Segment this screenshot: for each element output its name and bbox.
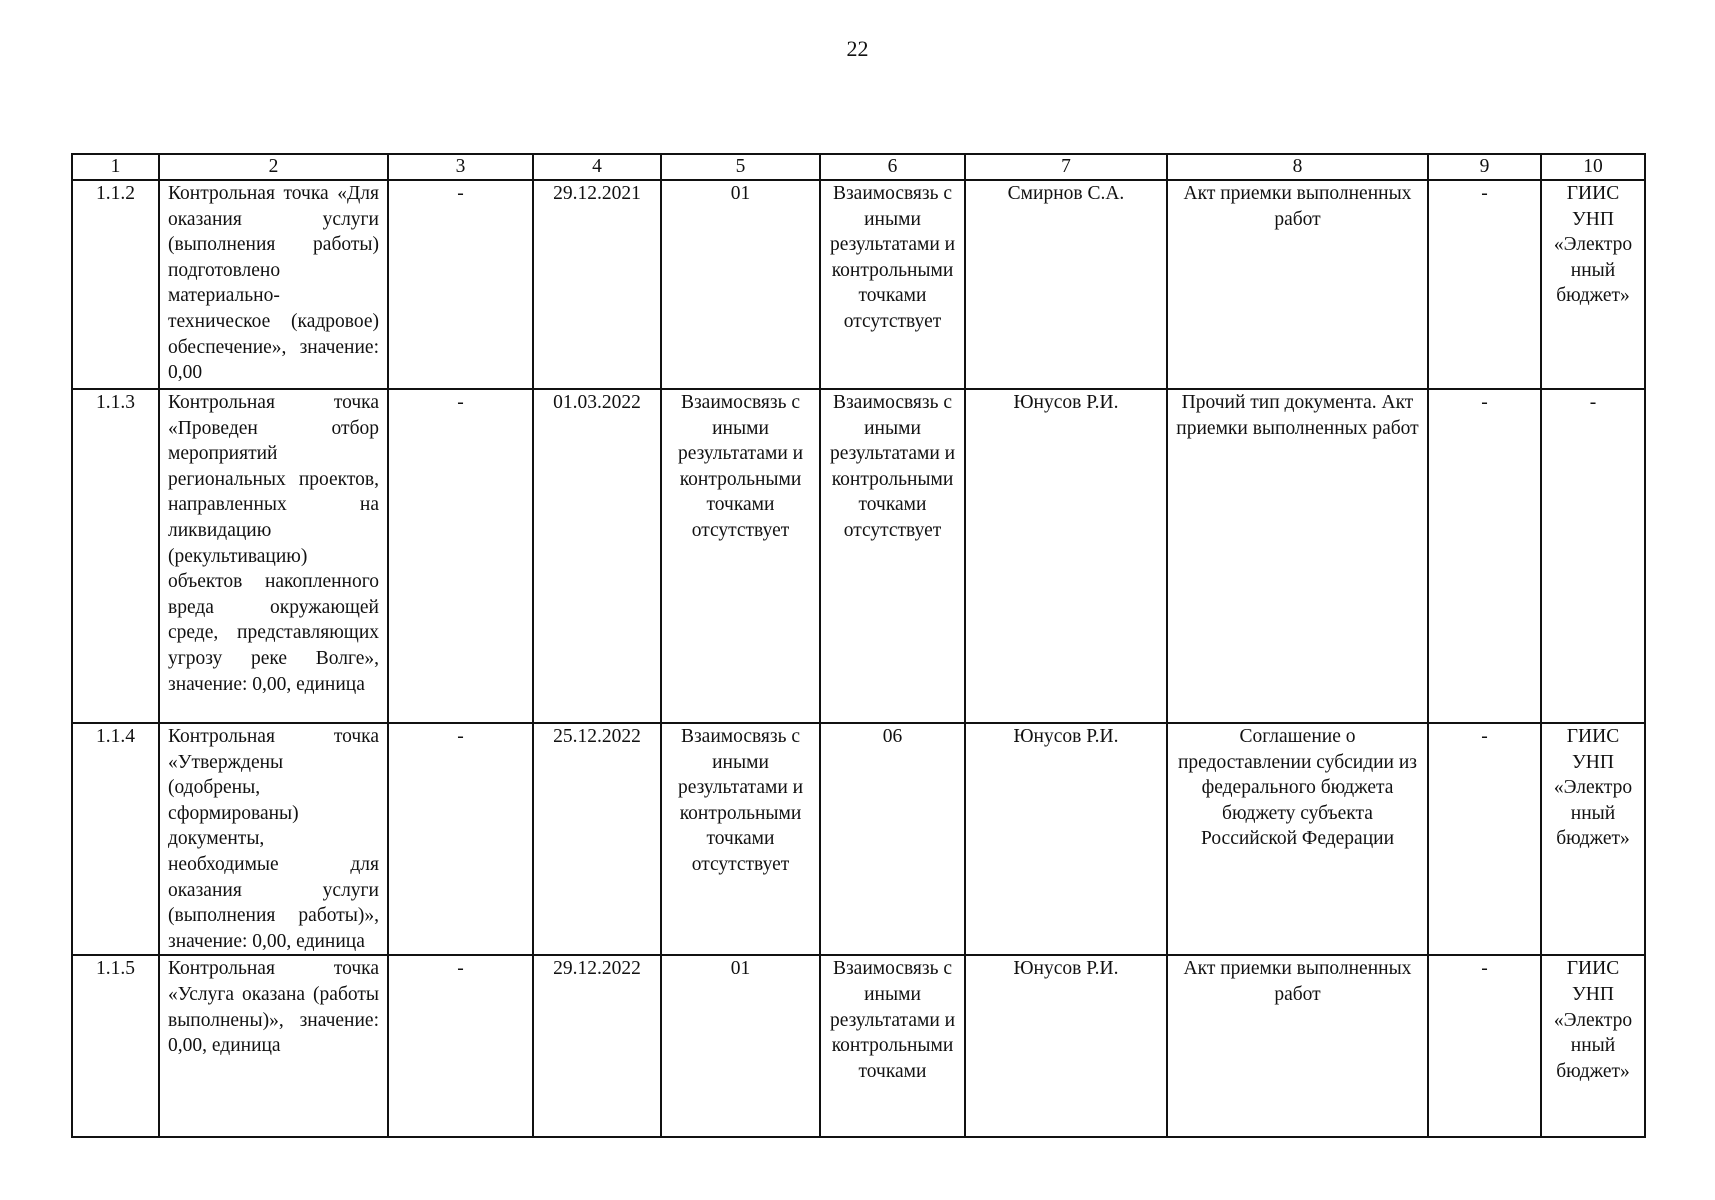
cell-col3: - — [388, 389, 533, 723]
cell-col5: 01 — [661, 180, 820, 389]
cell-col3: - — [388, 180, 533, 389]
control-point-description: Контрольная точка «Утверждены (одобрены, сформированы) документы, необходимые для оказания услуги (выполнения работы)», значение: 0,00, единица — [159, 723, 388, 955]
column-header-6: 6 — [820, 154, 965, 180]
column-header-2: 2 — [159, 154, 388, 180]
table-row — [72, 180, 1645, 389]
table-row — [72, 389, 1645, 723]
relation-cell: Взаимосвязь с иными результатами и контрольными точками отсутствует — [820, 180, 965, 389]
cell-col3: - — [388, 723, 533, 955]
cell-col9: - — [1428, 180, 1541, 389]
cell-col3: - — [388, 955, 533, 1137]
table-row — [72, 955, 1645, 1137]
date-cell: 29.12.2021 — [533, 180, 661, 389]
row-number: 1.1.2 — [72, 180, 159, 389]
relation-cell: Взаимосвязь с иными результатами и контрольными точками — [820, 955, 965, 1137]
cell-col9: - — [1428, 955, 1541, 1137]
row-number: 1.1.3 — [72, 389, 159, 723]
control-point-description: Контрольная точка «Проведен отбор мероприятий региональных проектов, направленных на ликвидацию (рекультивацию) объектов накопленного вреда окружающей среде, представляющих угрозу реке Волге», значение: 0,00, единица — [159, 389, 388, 723]
information-system: ГИИС УНП «Электронный бюджет» — [1541, 955, 1645, 1137]
cell-col5: Взаимосвязь с иными результатами и контрольными точками отсутствует — [661, 389, 820, 723]
date-cell: 01.03.2022 — [533, 389, 661, 723]
row-number: 1.1.5 — [72, 955, 159, 1137]
date-cell: 29.12.2022 — [533, 955, 661, 1137]
table-row — [72, 723, 1645, 955]
responsible-person: Юнусов Р.И. — [965, 389, 1167, 723]
column-header-4: 4 — [533, 154, 661, 180]
control-points-table — [71, 153, 1646, 1138]
cell-col9: - — [1428, 389, 1541, 723]
responsible-person: Юнусов Р.И. — [965, 955, 1167, 1137]
control-point-description: Контрольная точка «Для оказания услуги (выполнения работы) подготовлено материально-техническое (кадровое) обеспечение», значение: 0,00 — [159, 180, 388, 389]
column-header-9: 9 — [1428, 154, 1541, 180]
cell-col5: Взаимосвязь с иными результатами и контрольными точками отсутствует — [661, 723, 820, 955]
cell-col5: 01 — [661, 955, 820, 1137]
relation-cell: Взаимосвязь с иными результатами и контрольными точками отсутствует — [820, 389, 965, 723]
cell-col9: - — [1428, 723, 1541, 955]
column-header-5: 5 — [661, 154, 820, 180]
information-system: - — [1541, 389, 1645, 723]
document-type: Прочий тип документа. Акт приемки выполненных работ — [1167, 389, 1428, 723]
document-type: Соглашение о предоставлении субсидии из федерального бюджета бюджету субъекта Российской Федерации — [1167, 723, 1428, 955]
information-system: ГИИС УНП «Электронный бюджет» — [1541, 723, 1645, 955]
responsible-person: Юнусов Р.И. — [965, 723, 1167, 955]
responsible-person: Смирнов С.А. — [965, 180, 1167, 389]
document-type: Акт приемки выполненных работ — [1167, 955, 1428, 1137]
column-header-10: 10 — [1541, 154, 1645, 180]
date-cell: 25.12.2022 — [533, 723, 661, 955]
column-header-1: 1 — [72, 154, 159, 180]
page-number: 22 — [846, 36, 869, 61]
row-number: 1.1.4 — [72, 723, 159, 955]
column-header-7: 7 — [965, 154, 1167, 180]
column-header-3: 3 — [388, 154, 533, 180]
column-header-8: 8 — [1167, 154, 1428, 180]
header-row — [72, 154, 1645, 180]
relation-cell: 06 — [820, 723, 965, 955]
information-system: ГИИС УНП «Электронный бюджет» — [1541, 180, 1645, 389]
document-type: Акт приемки выполненных работ — [1167, 180, 1428, 389]
control-point-description: Контрольная точка «Услуга оказана (работы выполнены)», значение: 0,00, единица — [159, 955, 388, 1137]
